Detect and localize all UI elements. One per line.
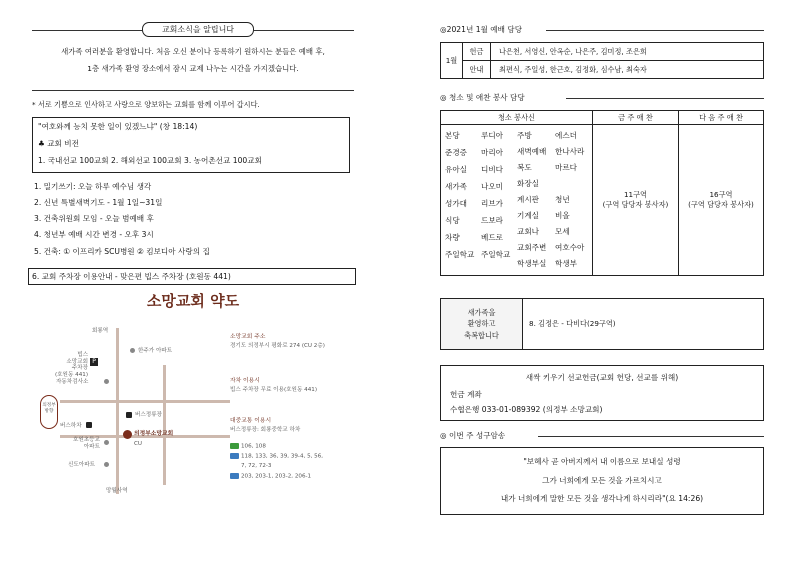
cleaning-cell: 교회주변 (517, 243, 547, 252)
duty-table (440, 42, 764, 79)
info-address: 경기도 의정부시 평화로 274 (CU 2층) (230, 343, 325, 349)
vision-items: 1. 국내선교 100교회 2. 해외선교 100교회 3. 농어촌선교 100교회 (38, 156, 262, 165)
verse-line1: "보혜사 곧 아버지께서 내 이름으로 보내실 성령 (523, 457, 681, 466)
bus-stop-icon (126, 412, 132, 418)
cleaning-cell: 마르다 (555, 163, 578, 172)
church-pin-icon (123, 430, 132, 439)
vision-heading: ♣ 교회 비전 (38, 139, 79, 148)
cleaning-cell: 새벽예배 (517, 147, 547, 156)
cleaning-cell: 루디아 (481, 131, 504, 140)
map-road-horizontal (60, 400, 230, 403)
map-label-church: 의정부소망교회 (134, 431, 174, 437)
info-bus3 (230, 473, 311, 480)
duty-rule (546, 30, 764, 31)
verse-rule (538, 436, 764, 437)
map-label-bus-left: 버스하차 (60, 423, 82, 429)
vips-icon: P (90, 358, 98, 366)
duty-names: 최편식, 주일성, 한근호, 김정화, 심수남, 최숙자 (491, 61, 764, 79)
map-road-vertical (116, 328, 119, 494)
info-transit-title: 대중교통 이용시 (230, 418, 272, 424)
cleaning-cell: 차량 (445, 233, 460, 242)
cleaning-header-3: 다 음 주 애 찬 (679, 111, 764, 125)
map-road-vertical-2 (163, 365, 166, 485)
cleaning-header-2: 금 주 애 찬 (593, 111, 679, 125)
map-dot-school (104, 440, 109, 445)
map-label-sindo: 신도아파트 (68, 462, 96, 468)
map-title: 소망교회 약도 (146, 292, 240, 310)
cleaning-col-1 (445, 131, 474, 267)
info-address-title: 소망교회 주소 (230, 334, 266, 340)
bus-route-3: 203, 203-1, 203-2, 206-1 (241, 473, 312, 480)
cleaning-cell: 학생부실 (517, 259, 547, 268)
notice-rule (32, 30, 142, 31)
map-label-car: 자동차검사소 (56, 379, 89, 385)
map-label-cu: CU (134, 441, 143, 447)
map-label-hanju: 한주가 아파트 (138, 348, 173, 354)
news-item: 4. 청년부 예배 시간 변경 - 오후 3시 (34, 230, 154, 239)
news-item: 2. 신년 특별새벽기도 - 1월 1일~31일 (34, 198, 163, 207)
cleaning-cell: 새가족 (445, 182, 468, 191)
cleaning-this-week: 11구역 (구역 담당자 봉사자) (593, 125, 679, 276)
cleaning-next-week: 16구역 (구역 담당자 봉사자) (679, 125, 764, 276)
cleaning-cell: 디비다 (481, 165, 504, 174)
cleaning-col-2 (481, 131, 510, 267)
notice-title: 교회소식을 알립니다 (161, 25, 235, 34)
duty-names: 나은천, 서영신, 안옥순, 나은주, 김미정, 조은희 (491, 43, 764, 61)
mission-line1: 헌금 계좌 (450, 390, 482, 399)
cleaning-cell: 학생부 (555, 259, 578, 268)
cleaning-cell: 나오미 (481, 182, 504, 191)
mission-title: 새싹 키우기 선교헌금(교회 헌당, 선교를 위해) (525, 373, 679, 382)
bus-route-icon (230, 453, 239, 459)
bus-route-icon (230, 473, 239, 479)
cleaning-title: ◎ 청소 및 애찬 봉사 담당 (440, 93, 525, 102)
cleaning-col-4 (555, 131, 584, 275)
cleaning-header-1: 청소 봉사신 (441, 111, 593, 125)
cleaning-cell: 드보라 (481, 216, 504, 225)
bus-route-icon (230, 443, 239, 449)
cleaning-cell: 베드로 (481, 233, 504, 242)
info-car: 빕스 주차장 무료 이용(호원동 441) (230, 387, 317, 393)
news-item: 5. 건축: ① 이프리카 SCU병원 ② 킴보디아 사랑의 집 (34, 247, 210, 256)
cleaning-cell: 마리아 (481, 148, 504, 157)
map (30, 290, 356, 500)
newcomer-text: 8. 김정은 - 다비다(29구역) (523, 299, 764, 350)
info-bus2 (230, 453, 323, 460)
cleaning-cell: 성가대 (445, 199, 468, 208)
cleaning-table (440, 110, 764, 276)
cleaning-cell: 화장실 (517, 179, 540, 188)
duty-role: 안내 (463, 61, 491, 79)
map-dot-hanju (130, 348, 135, 353)
cleaning-cell: 에스더 (555, 131, 578, 140)
cleaning-cell: 주방 (517, 131, 532, 140)
cleaning-cell: 여호수아 (555, 243, 585, 252)
map-label-busstop: 버스정류장 (135, 412, 163, 418)
cleaning-cell: 한나사라 (555, 147, 585, 156)
cleaning-cell: 식당 (445, 216, 460, 225)
newcomer-table (440, 298, 764, 350)
cleaning-cell: 모세 (555, 227, 570, 236)
cleaning-assignments (441, 125, 592, 275)
duty-month: 1월 (441, 43, 463, 79)
verse-line3: 내가 너희에게 말한 모든 것을 생각나게 하시리라"(요 14:26) (500, 494, 704, 503)
cleaning-cell (555, 179, 584, 195)
notice-divider (32, 90, 354, 91)
duty-role: 헌금 (463, 43, 491, 61)
info-transit: 버스정류장: 회룡중학교 하차 (230, 427, 301, 433)
cleaning-cell: 청년 (555, 195, 570, 204)
map-label-north: 회룡역 (92, 328, 109, 334)
news-item: 1. 밀기쓰기: 오늘 하루 예수님 생각 (34, 182, 152, 191)
parking-text: 6. 교회 주차장 이용안내 - 맞은편 빕스 주차장 (호원동 441) (32, 272, 231, 281)
newcomer-label: 새가족을 환영하고 축복합니다 (441, 299, 523, 350)
cleaning-cell: 교회나 (517, 227, 540, 236)
notice-line3: * 서로 기쁨으로 인사하고 사랑으로 양보하는 교회를 함께 이루어 갑시다. (32, 100, 260, 109)
notice-rule-right (254, 30, 354, 31)
vision-verse: "여호와께 능치 못한 일이 있겠느냐" (창 18:14) (38, 122, 198, 131)
info-bus2b: 7, 72, 72-3 (241, 463, 272, 469)
cleaning-cell: 비올 (555, 211, 570, 220)
cleaning-cell: 계시판 (517, 195, 540, 204)
map-dot-car (104, 379, 109, 384)
cleaning-cell: 유아실 (445, 165, 468, 174)
direction-label: 의정부 방향 (42, 403, 56, 414)
map-dot-sindo (104, 462, 109, 467)
info-car-title: 자차 이용시 (230, 378, 260, 384)
bus-route-2: 118, 133, 36, 39, 39-4, 5, 56, (241, 453, 324, 460)
info-bus1 (230, 443, 266, 450)
notice-line1: 새가족 여러분을 환영합니다. 처음 오신 분이나 등록하기 원하시는 분들은 예배 후, (61, 47, 325, 56)
verse-line2: 그가 너희에게 모든 것을 가르치시고 (542, 476, 662, 485)
cleaning-cell: 주일학교 (445, 250, 475, 259)
verse-title: ◎ 이번 주 성구암송 (440, 431, 506, 440)
cleaning-col-3 (517, 131, 546, 275)
notice-line2: 1층 새가족 환영 장소에서 잠시 교제 나누는 시간을 가지겠습니다. (87, 64, 299, 73)
map-label-vips: 빕스 소망교회 주차장 (호원동 441) (54, 352, 88, 379)
mission-line2: 수협은행 033-01-089392 (의정부 소망교회) (450, 405, 603, 414)
bus-route-1: 106, 108 (241, 443, 266, 450)
map-label-school: 호원초등교 아파트 (72, 437, 100, 450)
map-label-south: 망월사역 (106, 488, 128, 494)
duty-title: ◎2021년 1월 예배 담당 (440, 25, 523, 34)
cleaning-cell: 기계실 (517, 211, 540, 220)
bus-icon (86, 422, 92, 428)
cleaning-rule (566, 98, 764, 99)
cleaning-cell: 주일학교 (481, 250, 511, 259)
cleaning-cell: 복도 (517, 163, 532, 172)
news-item: 3. 건축위원회 모임 - 오늘 범예배 후 (34, 214, 154, 223)
cleaning-cell: 본당 (445, 131, 460, 140)
cleaning-cell: 리브가 (481, 199, 504, 208)
cleaning-cell: 준경증 (445, 148, 468, 157)
